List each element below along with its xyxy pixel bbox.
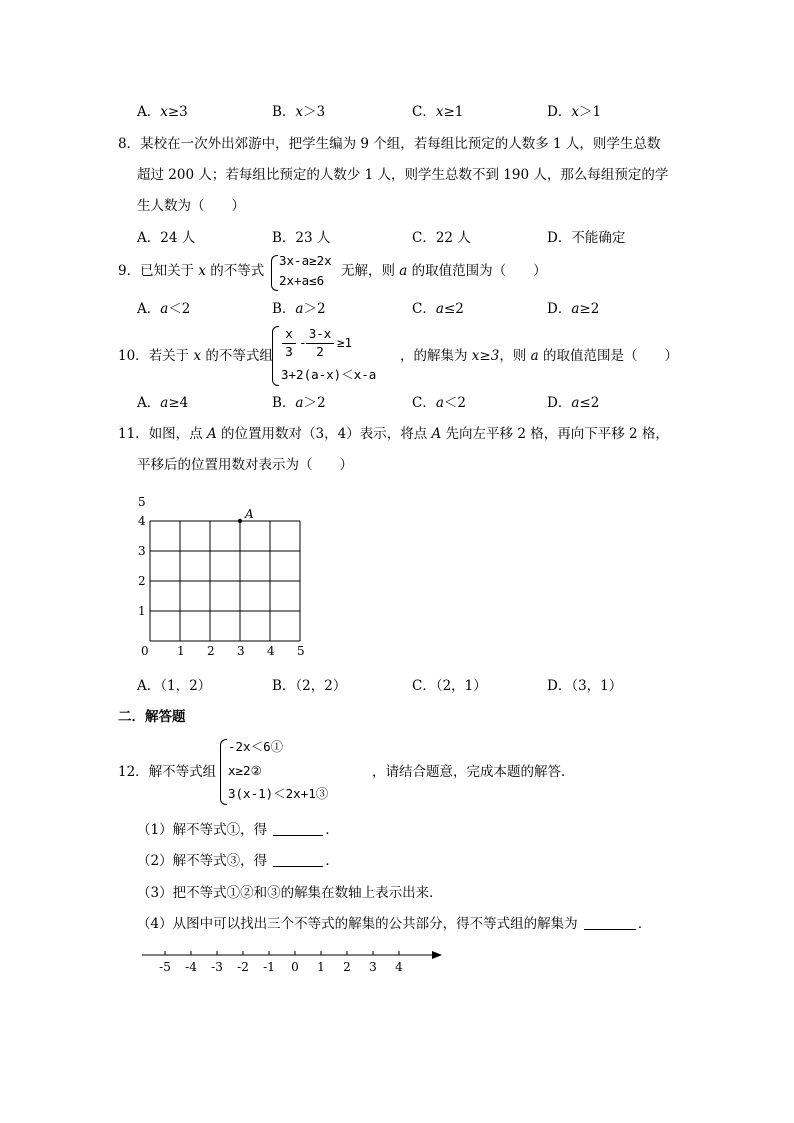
number-line-label: -1	[263, 960, 275, 974]
grid-x-label: 5	[297, 644, 305, 658]
q9-suffix2: 的取值范围为（ ）	[407, 263, 547, 279]
number-line	[140, 945, 450, 979]
option-var: x	[435, 104, 444, 120]
q9-option-c[interactable]	[412, 300, 464, 318]
option-var: a	[160, 301, 169, 317]
option-rel: ≥3	[167, 104, 188, 120]
option-label: A．	[137, 301, 161, 317]
option-rel: ＞1	[578, 104, 602, 120]
q7-option-a[interactable]	[137, 103, 188, 121]
q10-suffix3: 的取值范围是（ ）	[538, 348, 678, 364]
q10-option-b[interactable]	[272, 394, 326, 412]
q12-step1-text: （1）解不等式①，得	[137, 822, 268, 838]
q10-frac2-num: 3-x	[308, 326, 332, 341]
q9-sys2: 2x+a≤6	[279, 273, 325, 288]
q9-option-b[interactable]	[272, 300, 326, 318]
q10-tail	[400, 347, 678, 365]
q10-sol: x≥3	[471, 348, 500, 364]
q11-option-b[interactable]: B．（2，2）	[272, 678, 347, 694]
q9-var2: a	[399, 263, 408, 279]
option-rel: ＞3	[303, 104, 326, 120]
q12-step1	[137, 821, 339, 839]
q12-number: 12．	[118, 764, 149, 780]
option-rel: ≥1	[443, 104, 464, 120]
q10-option-c[interactable]	[412, 394, 466, 412]
q11-option-a[interactable]: A．（1，2）	[137, 678, 212, 694]
number-line-label: -4	[185, 960, 197, 974]
q12-step4-text: （4）从图中可以找出三个不等式的解集的公共部分，得不等式组的解集为	[137, 916, 578, 932]
option-rel: ≥2	[579, 301, 600, 317]
q12-brace	[220, 739, 227, 805]
option-rel: ＞2	[303, 395, 326, 411]
q10-brace	[272, 326, 279, 386]
q8-number: 8．	[118, 136, 141, 152]
q11-number: 11．	[118, 426, 149, 442]
q8-option-b[interactable]: B．23 人	[272, 230, 331, 246]
q12-step4	[137, 915, 651, 933]
answer-blank-2[interactable]	[273, 852, 323, 867]
q10-minus: -	[299, 335, 307, 350]
q10-frac1-den: 3	[285, 344, 293, 359]
q9-sys1: 3x-a≥2x	[279, 253, 332, 268]
section-title: 二．解答题	[118, 709, 186, 725]
option-rel: ＞2	[303, 301, 326, 317]
q11-option-c[interactable]: C．（2，1）	[412, 678, 487, 694]
q7-option-c[interactable]	[412, 103, 463, 121]
q12-step2	[137, 852, 339, 870]
grid-y-label: 5	[138, 495, 146, 509]
answer-blank-1[interactable]	[273, 821, 323, 836]
option-label: C．	[412, 301, 436, 317]
q10-option-a[interactable]	[137, 394, 188, 412]
q9-brace	[271, 255, 278, 291]
number-line-label: -2	[237, 960, 249, 974]
grid-x-label: 0	[141, 644, 149, 658]
option-rel: ＜2	[168, 301, 191, 317]
q10-var: x	[193, 348, 202, 364]
point-a-dot	[238, 519, 242, 523]
q12-prefix: 解不等式组	[148, 764, 217, 780]
q9-tail	[341, 262, 547, 280]
number-line-label: -5	[159, 960, 171, 974]
q12-lead	[118, 763, 216, 781]
q9-lead	[118, 262, 264, 280]
grid-y-label: 2	[138, 574, 146, 588]
q10-prefix: 若关于	[148, 348, 194, 364]
q10-frac1-num: x	[285, 326, 293, 341]
q10-rel1: ≥1	[337, 335, 353, 350]
q9-var: x	[198, 263, 207, 279]
q8-text: 某校在一次外出郊游中，把学生编为 9 个组，若每组比预定的人数多 1 人，则学生总数	[140, 136, 661, 152]
grid-y-label: 1	[138, 604, 146, 618]
q8-line1	[118, 135, 660, 153]
option-rel: ≤2	[443, 301, 464, 317]
answer-blank-3[interactable]	[584, 915, 636, 930]
q11-point-a: A	[206, 426, 217, 442]
q10-option-d[interactable]	[547, 394, 599, 412]
q11-text-c: 先向左平移 2 格，再向下平移 2 格，	[441, 426, 669, 442]
option-label: C．	[412, 104, 436, 120]
option-rel: ＜2	[443, 395, 466, 411]
number-line-label: 2	[343, 960, 351, 974]
q10-lead	[118, 347, 273, 365]
number-line-ticks	[159, 951, 403, 974]
option-var: a	[435, 395, 444, 411]
option-rel: ≥4	[168, 395, 189, 411]
q8-option-c[interactable]: C．22 人	[412, 230, 471, 246]
q12-sys2: x≥2②	[228, 763, 262, 778]
q7-option-d[interactable]	[547, 103, 601, 121]
grid-lines	[150, 521, 300, 641]
q11-grid-figure	[130, 486, 320, 666]
q9-option-d[interactable]	[547, 300, 599, 318]
option-label: B．	[272, 104, 296, 120]
option-label: C．	[412, 395, 436, 411]
option-var: x	[571, 104, 579, 120]
grid-y-label: 3	[138, 544, 146, 558]
q10-number: 10．	[118, 348, 149, 364]
q12-period-3: ．	[637, 916, 652, 932]
q12-step3: （3）把不等式①②和③的解集在数轴上表示出来．	[137, 885, 443, 901]
point-a-label: A	[245, 507, 254, 521]
option-label: A．	[137, 395, 161, 411]
grid-x-label: 3	[237, 644, 245, 658]
q11-line1	[118, 425, 669, 443]
option-rel: ≤2	[579, 395, 600, 411]
q12-sys1: -2x＜6①	[228, 739, 284, 754]
option-var: a	[295, 395, 304, 411]
grid-x-label: 1	[177, 644, 185, 658]
q9-number: 9．	[118, 263, 141, 279]
q10-var2: a	[530, 348, 539, 364]
option-var: a	[435, 301, 444, 317]
number-line-label: 4	[395, 960, 403, 974]
option-label: B．	[272, 301, 296, 317]
number-line-arrow	[432, 951, 442, 959]
q11-line2: 平移后的位置用数对表示为（ ）	[137, 457, 353, 473]
option-var: a	[571, 395, 580, 411]
grid-y-label: 4	[138, 514, 146, 528]
option-var: a	[571, 301, 580, 317]
q8-line2: 超过 200 人；若每组比预定的人数少 1 人，则学生总数不到 190 人，那么每组预定的学	[137, 167, 669, 183]
q12-sys3: 3(x-1)＜2x+1③	[228, 786, 329, 801]
q7-option-b[interactable]	[272, 103, 325, 121]
q12-period-2: ．	[325, 853, 339, 869]
option-label: D．	[547, 104, 572, 120]
option-label: D．	[547, 395, 572, 411]
q10-suffix1: ，的解集为	[400, 348, 472, 364]
grid-x-label: 4	[267, 644, 275, 658]
q11-option-d[interactable]: D．（3，1）	[547, 678, 623, 694]
grid-x-label: 2	[207, 644, 215, 658]
number-line-label: 1	[317, 960, 325, 974]
q10-sys2: 3+2(a-x)＜x-a	[281, 367, 377, 382]
q9-option-a[interactable]	[137, 300, 190, 318]
q12-period-1: ．	[325, 822, 339, 838]
q10-suffix2: ，则	[499, 348, 531, 364]
q9-prefix: 已知关于	[140, 263, 199, 279]
q8-option-d[interactable]: D．不能确定	[547, 230, 626, 246]
q8-line3: 生人数为（ ）	[137, 198, 245, 214]
number-line-label: 3	[369, 960, 377, 974]
q11-text-b: 的位置用数对（3，4）表示，将点	[216, 426, 432, 442]
option-var: x	[295, 104, 304, 120]
q11-text-a: 如图，点	[148, 426, 207, 442]
option-var: a	[160, 395, 169, 411]
q10-mid: 的不等式组	[201, 348, 273, 364]
option-var: x	[160, 104, 168, 120]
q9-mid: 的不等式	[206, 263, 265, 279]
number-line-label: 0	[291, 960, 299, 974]
option-var: a	[295, 301, 304, 317]
q9-suffix1: 无解，则	[341, 263, 400, 279]
q12-step2-text: （2）解不等式③，得	[137, 853, 268, 869]
option-label: B．	[272, 395, 296, 411]
q12-suffix: ，请结合题意，完成本题的解答．	[372, 764, 575, 780]
q8-option-a[interactable]: A．24 人	[137, 230, 196, 246]
grid-labels	[138, 495, 305, 658]
option-label: D．	[547, 301, 572, 317]
q11-point-a-2: A	[431, 426, 442, 442]
q10-frac2-den: 2	[316, 344, 324, 359]
number-line-label: -3	[211, 960, 223, 974]
option-label: A．	[137, 104, 161, 120]
